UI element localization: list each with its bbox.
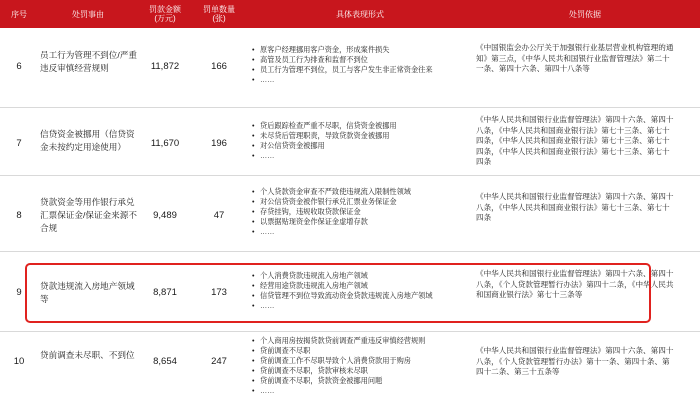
row-basis: 《中华人民共和国银行业监督管理法》第四十六条、第四十八条，《中华人民共和国商业银行法》第七十三条、第七十四条 [476, 192, 674, 222]
row-no: 10 [13, 356, 25, 367]
header-count-line1: 罚单数量 [203, 5, 235, 14]
header-basis: 处罚依据 [569, 9, 601, 19]
desc-item: • 对公信贷资金被挪用 [252, 141, 462, 151]
desc-item: • 员工行为管理不到位，员工与客户发生非正常资金往来 [252, 65, 462, 75]
header-amount [140, 0, 190, 28]
desc-item: • 个人贷款资金审查不严致使违规流入限制性领域 [252, 187, 462, 197]
row-item: 员工行为管理不到位/严重违反审慎经营规则 [40, 50, 137, 73]
row-item: 贷款违规流入房地产领域等 [40, 281, 135, 304]
desc-item: • 经营用途贷款违规流入房地产领域 [252, 281, 462, 291]
row-basis: 《中华人民共和国银行业监督管理法》第四十六条、第四十八条，《个人贷款管理暂行办法》第十一条、第四十条、第四十二条、第三十五条等 [476, 346, 674, 376]
row-amount: 11,670 [150, 138, 180, 149]
row-no: 8 [16, 210, 22, 221]
desc-item: • 对公信贷资金被作银行承兑汇票业务保证金 [252, 197, 462, 207]
desc-item: • …… [252, 151, 462, 161]
desc-item: • 个人商用房按揭贷款贷前调查严重违反审慎经营规则 [252, 336, 462, 346]
row-no: 6 [16, 61, 22, 72]
row-count: 173 [211, 287, 227, 298]
desc-item: • 贷后跟踪检查严重不尽职，信贷资金被挪用 [252, 121, 462, 131]
header-count-line2: (张) [212, 14, 226, 23]
row-count: 196 [211, 138, 227, 149]
header-amount-line1: 罚款金额 [149, 5, 181, 14]
header-amount-line2: (万元) [154, 14, 176, 23]
header-item: 处罚事由 [72, 9, 104, 19]
row-desc [252, 45, 462, 85]
row-item: 贷款资金等用作银行承兑汇票保证金/保证金来源不合规 [40, 197, 137, 233]
desc-item: • 贷前调查工作不尽职导致个人消费贷款用于购房 [252, 356, 462, 366]
row-divider [0, 107, 700, 108]
desc-item: • 存贷挂钩，违规收取贷款保证金 [252, 207, 462, 217]
desc-item: • 未尽贷后管理职责，导致贷款资金被挪用 [252, 131, 462, 141]
desc-item: • 贷前调查不尽职 [252, 346, 462, 356]
row-basis: 《中华人民共和国银行业监督管理法》第四十六条、第四十八条，《个人贷款管理暂行办法》第四十二条，《中华人民共和国商业银行法》第七十三条等 [476, 269, 674, 299]
row-divider [0, 251, 700, 252]
table-row [0, 28, 700, 84]
row-count: 166 [211, 61, 227, 72]
row-desc [252, 121, 462, 161]
table-header [0, 0, 700, 28]
desc-item: • 个人消费贷款违规流入房地产领域 [252, 271, 462, 281]
desc-item: • 原客户经理挪用客户资金，形成案件损失 [252, 45, 462, 55]
desc-item: • …… [252, 227, 462, 237]
desc-item: • 贷前调查不尽职，贷款审核未尽职 [252, 366, 462, 376]
header-count [195, 0, 243, 28]
desc-item: • …… [252, 301, 462, 311]
highlight-box [25, 263, 651, 323]
row-count: 247 [211, 356, 227, 367]
row-divider [0, 331, 700, 332]
row-desc [252, 336, 462, 396]
row-desc [252, 187, 462, 237]
header-no: 序号 [11, 9, 27, 19]
desc-item: • 信贷管理不到位导致流动资金贷款违规流入房地产领域 [252, 291, 462, 301]
header-desc: 具体表现形式 [336, 9, 384, 19]
row-no: 9 [16, 287, 22, 298]
row-divider [0, 175, 700, 176]
desc-item: • 以票据贴现资金作保证金虚增存款 [252, 217, 462, 227]
desc-item: • 贷前调查不尽职，贷款资金被挪用问题 [252, 376, 462, 386]
row-basis: 《中国银监会办公厅关于加强银行业基层营业机构管理的通知》第三点，《中华人民共和国银行业监督管理法》第二十一条、第四十六条、第四十八条等 [476, 43, 674, 73]
desc-item: • 高管及员工行为排查和监督不到位 [252, 55, 462, 65]
row-no: 7 [16, 138, 22, 149]
row-amount: 8,654 [153, 356, 177, 367]
desc-item: • …… [252, 75, 462, 85]
row-item: 贷前调查未尽职、不到位 [40, 350, 135, 360]
row-item: 信贷资金被挪用（信贷资金未按约定用途使用） [40, 129, 135, 152]
row-basis: 《中华人民共和国银行业监督管理法》第四十六条、第四十八条，《中华人民共和国商业银行法》第七十三条、第七十四条，《中华人民共和国商业银行法》第七十三条、第七十四条，《中华人民共和国商业银行法》第七十三条、第七十四条 [476, 115, 674, 166]
desc-item: • …… [252, 386, 462, 396]
row-count: 47 [213, 210, 225, 221]
row-amount: 9,489 [153, 210, 177, 221]
row-amount: 8,871 [153, 287, 177, 298]
row-amount: 11,872 [150, 61, 180, 72]
